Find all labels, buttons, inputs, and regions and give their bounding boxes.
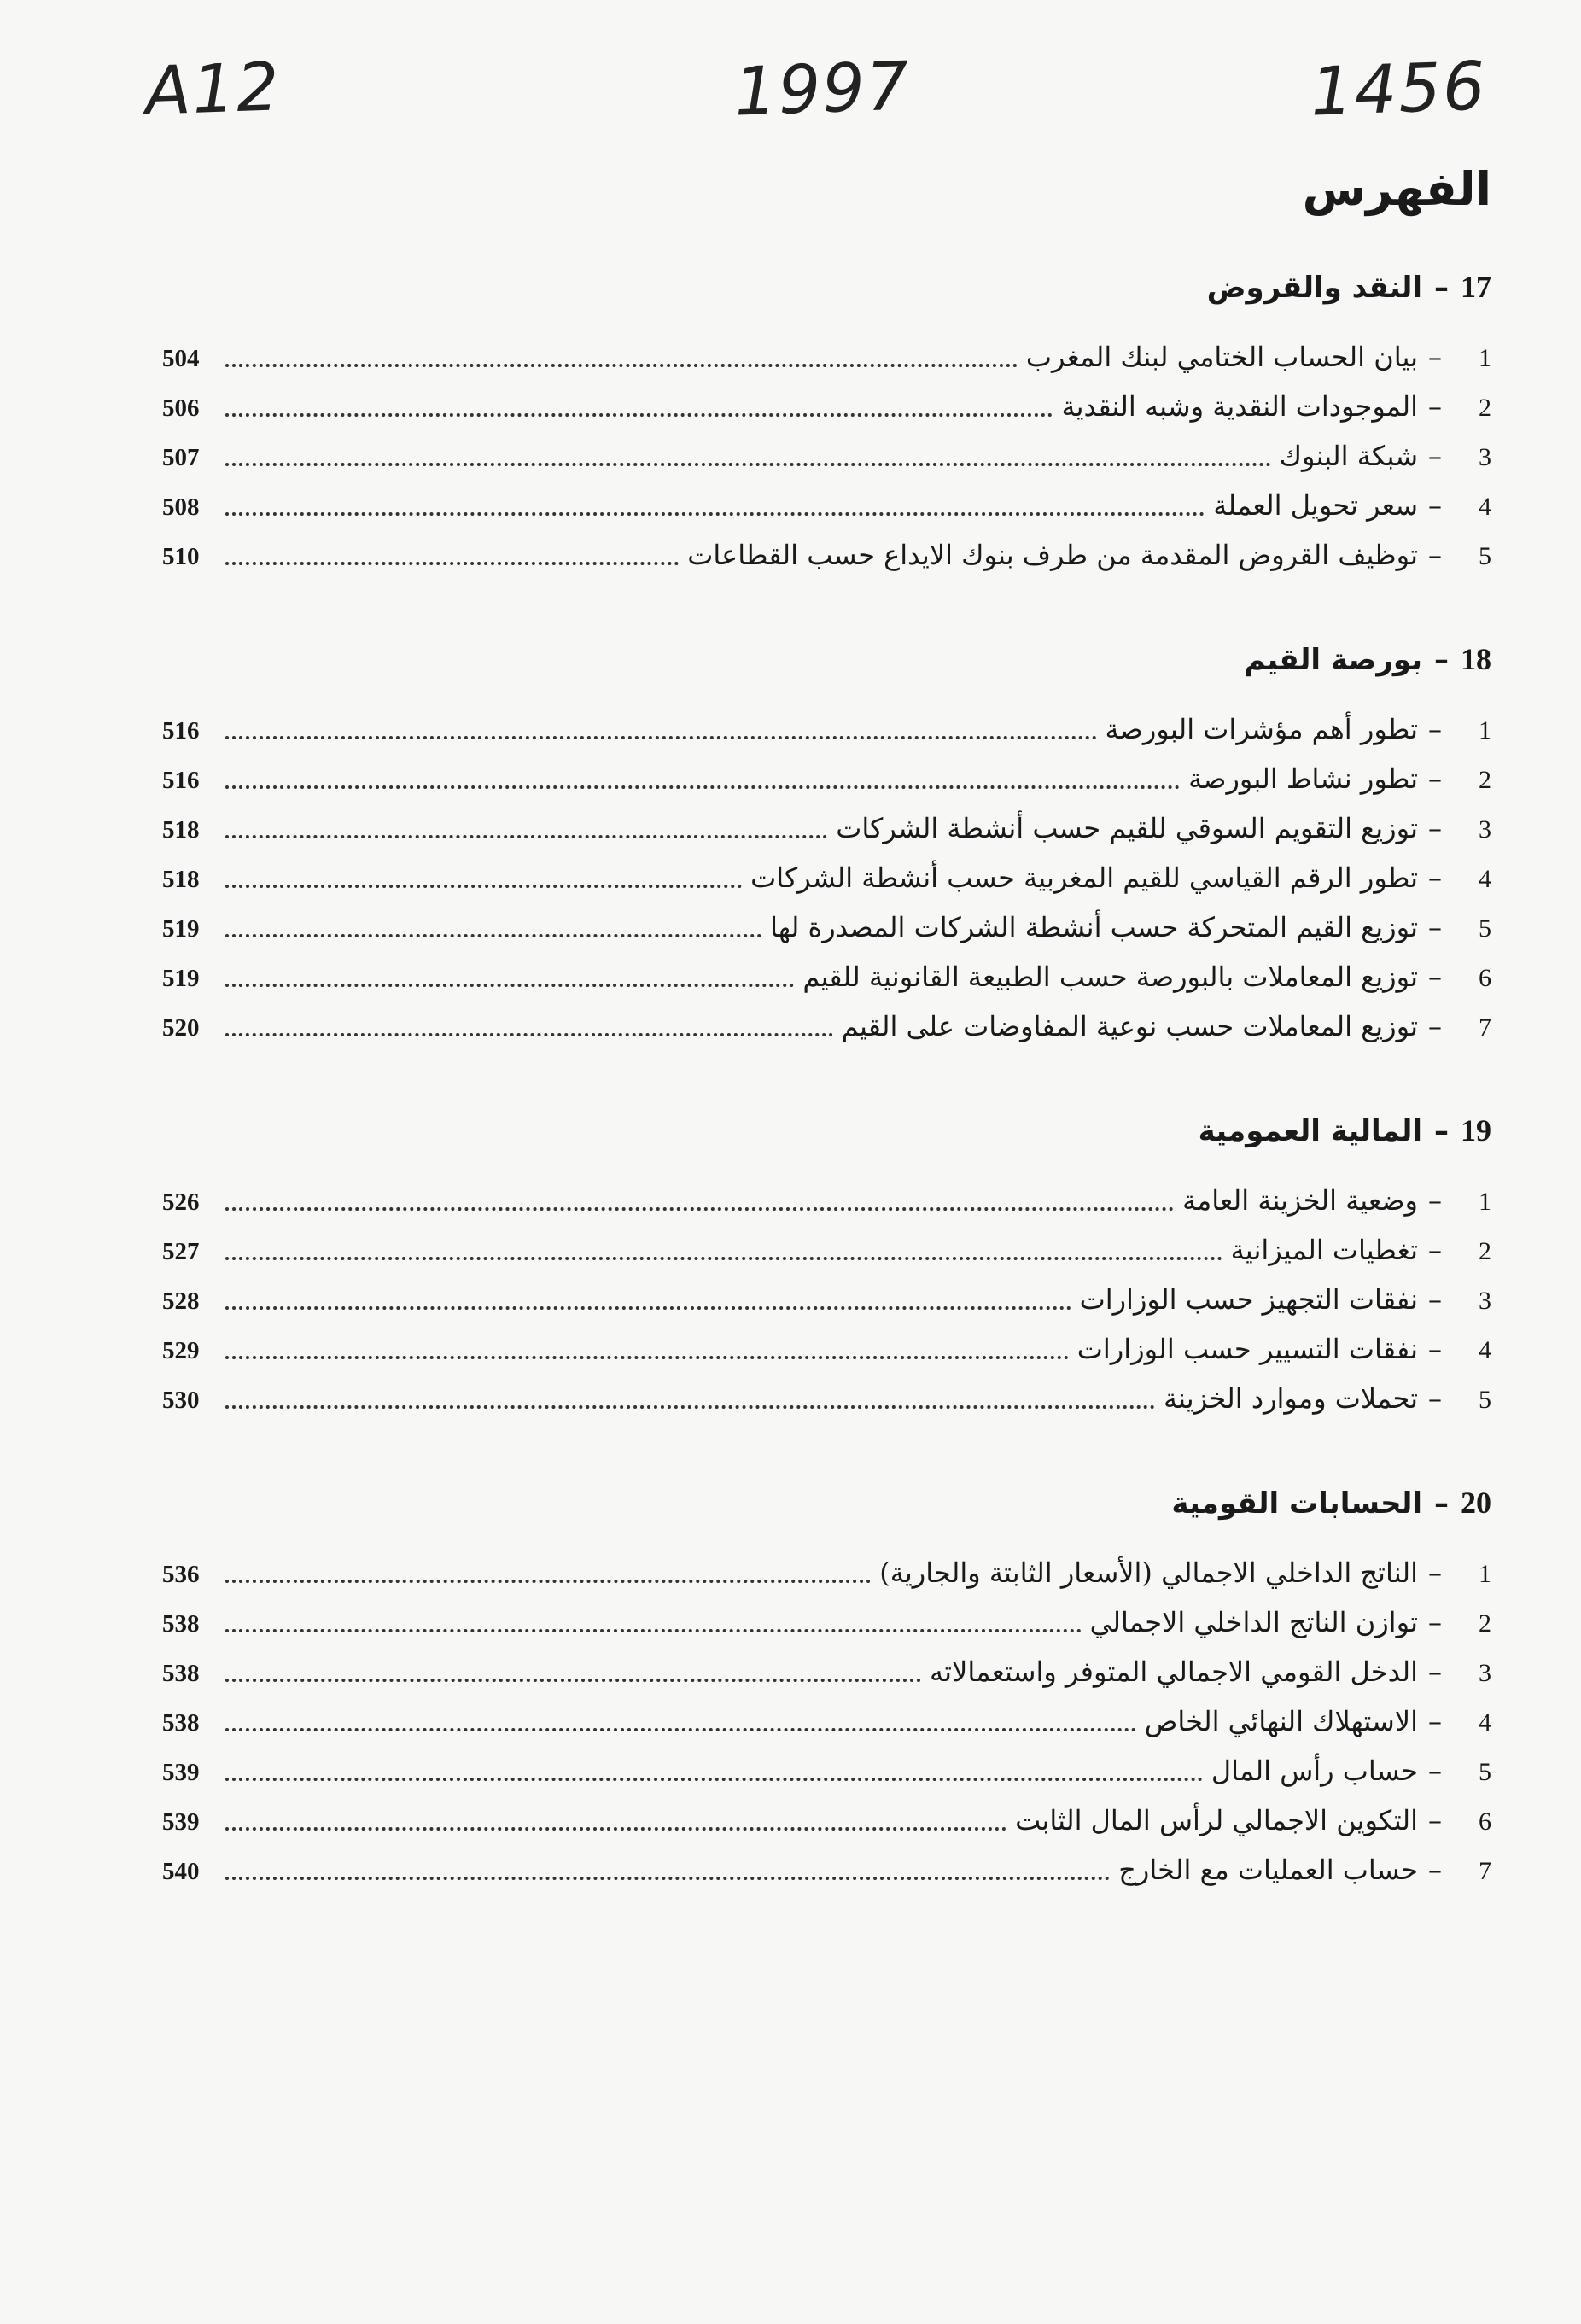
entry-title: وضعية الخزينة العامة (1181, 1184, 1418, 1217)
section-title: المالية العمومية (1198, 1114, 1422, 1148)
entry-title: تطور نشاط البورصة (1188, 762, 1418, 795)
entry-number: 5 (1479, 542, 1491, 570)
entry-title: توزيع القيم المتحركة حسب أنشطة الشركات المصدرة لها (770, 911, 1418, 943)
toc-entry (162, 1746, 1491, 1796)
entry-title: توزيع التقويم السوقي للقيم حسب أنشطة الشركات (836, 812, 1418, 844)
entry-number: 2 (1479, 1237, 1491, 1265)
dot-leader (225, 1679, 921, 1682)
toc-entry (162, 1001, 1491, 1051)
page-number: 528 (162, 1288, 200, 1315)
table-of-contents (162, 260, 1491, 1947)
page-number: 538 (162, 1610, 200, 1638)
dot-leader (225, 1207, 1174, 1211)
section-title: بورصة القيم (1244, 643, 1422, 677)
section-heading (162, 1476, 1491, 1529)
entry-title: الناتج الداخلي الاجمالي (الأسعار الثابتة والجارية) (879, 1556, 1418, 1589)
page-number: 516 (162, 717, 200, 744)
separator-dash: – (1428, 489, 1442, 522)
separator-dash: – (1428, 1333, 1442, 1365)
page-number: 504 (162, 345, 200, 372)
entry-title: تغطيات الميزانية (1230, 1234, 1418, 1266)
dot-leader (225, 463, 1271, 466)
toc-entry (162, 1647, 1491, 1696)
toc-entry (162, 803, 1491, 853)
dot-leader (225, 512, 1205, 516)
page-number: 527 (162, 1238, 200, 1265)
dot-leader (225, 1356, 1069, 1359)
page-number: 540 (162, 1858, 200, 1885)
page-number: 519 (162, 965, 200, 992)
entry-number: 5 (1479, 1758, 1491, 1786)
section-number: 17 (1461, 270, 1491, 304)
page-number: 510 (162, 543, 200, 570)
entry-title: الموجودات النقدية وشبه النقدية (1061, 390, 1418, 423)
toc-entry (162, 382, 1491, 431)
separator-dash: – (1428, 861, 1442, 894)
entry-title: حساب رأس المال (1211, 1755, 1418, 1787)
dot-leader (225, 736, 1097, 739)
entry-number: 2 (1479, 394, 1491, 422)
toc-entry (162, 754, 1491, 803)
separator-dash: – (1428, 1804, 1442, 1836)
toc-entry (162, 1225, 1491, 1275)
entry-title: توازن الناتج الداخلي الاجمالي (1089, 1606, 1418, 1638)
section-number: 20 (1461, 1486, 1491, 1520)
entry-number: 6 (1479, 1807, 1491, 1836)
entry-title: الاستهلاك النهائي الخاص (1144, 1705, 1418, 1737)
entry-number: 3 (1479, 1659, 1491, 1687)
dot-leader (225, 1405, 1155, 1409)
entry-title: توزيع المعاملات حسب نوعية المفاوضات على القيم (841, 1010, 1418, 1042)
page-number: 536 (162, 1561, 200, 1588)
entry-number: 4 (1479, 865, 1491, 893)
handwritten-code: A12 (143, 49, 283, 131)
separator-dash: – (1428, 1556, 1442, 1589)
page-number: 529 (162, 1337, 200, 1364)
entry-title: نفقات التجهيز حسب الوزارات (1079, 1283, 1418, 1316)
entry-title: التكوين الاجمالي لرأس المال الثابت (1015, 1804, 1418, 1836)
dot-leader (225, 835, 827, 838)
entry-number: 1 (1479, 716, 1491, 744)
separator-dash: – (1428, 1234, 1442, 1266)
toc-entry (162, 1696, 1491, 1746)
entry-number: 3 (1479, 1287, 1491, 1315)
entry-number: 1 (1479, 1188, 1491, 1216)
separator-dash: – (1434, 643, 1449, 677)
page-number: 518 (162, 866, 200, 893)
separator-dash: – (1428, 911, 1442, 943)
separator-dash: – (1434, 271, 1449, 305)
dot-leader (225, 1580, 871, 1583)
entry-title: شبكة البنوك (1279, 440, 1418, 472)
toc-entry (162, 853, 1491, 902)
entry-number: 4 (1479, 1336, 1491, 1364)
entry-title: بيان الحساب الختامي لبنك المغرب (1025, 341, 1418, 373)
entry-number: 5 (1479, 1386, 1491, 1414)
toc-entry (162, 1176, 1491, 1225)
entry-number: 6 (1479, 964, 1491, 992)
section-heading (162, 260, 1491, 313)
section-heading (162, 633, 1491, 686)
page-number: 518 (162, 816, 200, 844)
entry-number: 3 (1479, 815, 1491, 844)
dot-leader (225, 885, 742, 888)
toc-entry (162, 431, 1491, 481)
separator-dash: – (1428, 539, 1442, 571)
dot-leader (225, 1629, 1082, 1632)
separator-dash: – (1428, 440, 1442, 472)
page-title: الفهرس (1302, 162, 1491, 216)
entry-title: حساب العمليات مع الخارج (1118, 1854, 1418, 1886)
separator-dash: – (1428, 1184, 1442, 1217)
entry-number: 4 (1479, 493, 1491, 521)
separator-dash: – (1434, 1114, 1449, 1148)
entry-number: 2 (1479, 766, 1491, 794)
page-number: 539 (162, 1808, 200, 1836)
page-number: 507 (162, 444, 200, 471)
separator-dash: – (1428, 1655, 1442, 1688)
toc-section (162, 633, 1491, 1051)
page-number: 508 (162, 493, 200, 521)
dot-leader (225, 1257, 1222, 1260)
page-number: 526 (162, 1188, 200, 1216)
handwritten-number: 1456 (1309, 48, 1489, 131)
toc-entry (162, 332, 1491, 382)
dot-leader (225, 1306, 1071, 1310)
dot-leader (225, 413, 1053, 417)
entry-number: 5 (1479, 914, 1491, 943)
entry-number: 1 (1479, 344, 1491, 372)
entry-title: الدخل القومي الاجمالي المتوفر واستعمالاته (930, 1655, 1418, 1688)
entry-number: 4 (1479, 1708, 1491, 1737)
entry-title: تحملات وموارد الخزينة (1163, 1382, 1418, 1415)
separator-dash: – (1428, 1755, 1442, 1787)
page-number: 506 (162, 394, 200, 422)
entry-title: سعر تحويل العملة (1213, 489, 1418, 522)
toc-section (162, 1476, 1491, 1895)
entry-title: توزيع المعاملات بالبورصة حسب الطبيعة القانونية للقيم (802, 961, 1418, 993)
separator-dash: – (1428, 961, 1442, 993)
separator-dash: – (1428, 1606, 1442, 1638)
toc-entry (162, 1548, 1491, 1597)
dot-leader (225, 785, 1180, 789)
toc-entry (162, 704, 1491, 754)
separator-dash: – (1428, 762, 1442, 795)
entry-title: تطور أهم مؤشرات البورصة (1105, 713, 1418, 745)
toc-entry (162, 481, 1491, 530)
separator-dash: – (1428, 341, 1442, 373)
toc-entry (162, 1597, 1491, 1647)
toc-entry (162, 952, 1491, 1001)
separator-dash: – (1428, 1854, 1442, 1886)
page-number: 519 (162, 915, 200, 943)
page-number: 538 (162, 1709, 200, 1737)
toc-section (162, 260, 1491, 580)
dot-leader (225, 1877, 1110, 1880)
page-number: 539 (162, 1759, 200, 1786)
section-number: 18 (1461, 642, 1491, 676)
separator-dash: – (1428, 1283, 1442, 1316)
dot-leader (225, 1778, 1203, 1781)
toc-entry (162, 1845, 1491, 1895)
entry-number: 1 (1479, 1560, 1491, 1588)
separator-dash: – (1428, 1705, 1442, 1737)
section-title: الحسابات القومية (1171, 1486, 1422, 1521)
dot-leader (225, 1728, 1136, 1731)
dot-leader (225, 984, 794, 987)
toc-entry (162, 902, 1491, 952)
entry-number: 3 (1479, 443, 1491, 471)
separator-dash: – (1428, 390, 1442, 423)
entry-number: 7 (1479, 1857, 1491, 1885)
page-number: 516 (162, 767, 200, 794)
section-title: النقد والقروض (1206, 271, 1422, 305)
page-number: 520 (162, 1014, 200, 1042)
entry-title: توظيف القروض المقدمة من طرف بنوك الايداع حسب القطاعات (687, 539, 1418, 571)
dot-leader (225, 934, 761, 937)
toc-entry (162, 1796, 1491, 1845)
dot-leader (225, 1827, 1006, 1831)
dot-leader (225, 562, 679, 565)
toc-entry (162, 530, 1491, 580)
dot-leader (225, 1033, 833, 1036)
dot-leader (225, 364, 1018, 367)
separator-dash: – (1434, 1486, 1449, 1521)
separator-dash: – (1428, 1382, 1442, 1415)
toc-entry (162, 1275, 1491, 1324)
page-number: 538 (162, 1660, 200, 1687)
section-number: 19 (1461, 1113, 1491, 1147)
separator-dash: – (1428, 713, 1442, 745)
section-heading (162, 1104, 1491, 1157)
entry-title: نفقات التسيير حسب الوزارات (1076, 1333, 1418, 1365)
page-number: 530 (162, 1387, 200, 1414)
separator-dash: – (1428, 812, 1442, 844)
toc-section (162, 1104, 1491, 1423)
entry-number: 2 (1479, 1609, 1491, 1638)
handwritten-year: 1997 (732, 48, 913, 131)
entry-number: 7 (1479, 1013, 1491, 1042)
separator-dash: – (1428, 1010, 1442, 1042)
entry-title: تطور الرقم القياسي للقيم المغربية حسب أنشطة الشركات (750, 861, 1418, 894)
toc-entry (162, 1374, 1491, 1423)
toc-entry (162, 1324, 1491, 1374)
